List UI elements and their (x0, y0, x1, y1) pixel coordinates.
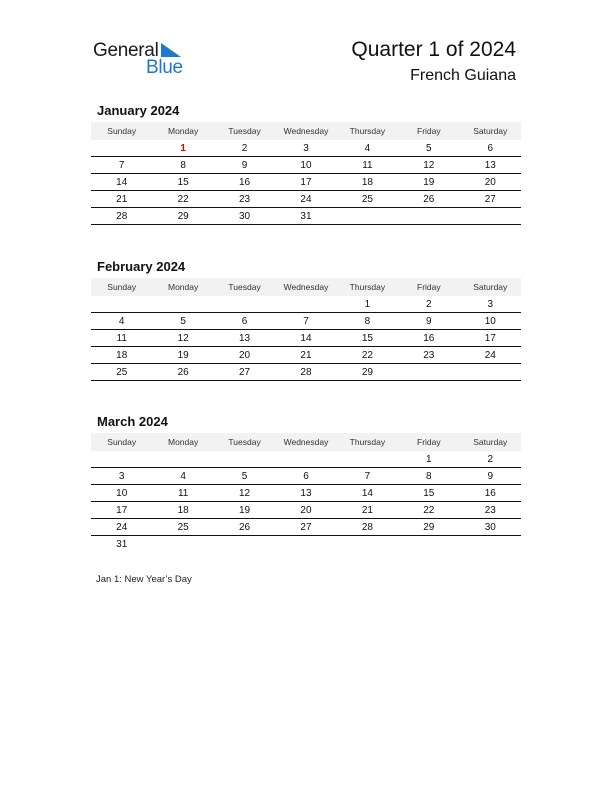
day-cell: 10 (91, 485, 152, 502)
week-row (91, 191, 521, 208)
day-cell: 18 (152, 502, 213, 519)
day-cell: 12 (152, 330, 213, 347)
day-cell: 24 (275, 191, 336, 208)
page-title: Quarter 1 of 2024 (351, 38, 516, 61)
day-cell: 7 (337, 468, 398, 485)
weekday-header: Saturday (460, 122, 521, 140)
empty-day-cell (91, 451, 152, 468)
weekday-header: Monday (152, 122, 213, 140)
empty-day-cell (152, 296, 213, 313)
week-row (91, 296, 521, 313)
weekday-header: Friday (398, 433, 459, 451)
day-cell: 6 (460, 140, 521, 157)
day-cell: 4 (91, 313, 152, 330)
empty-day-cell (398, 364, 459, 381)
day-cell: 2 (398, 296, 459, 313)
empty-day-cell (91, 296, 152, 313)
week-row (91, 140, 521, 157)
week-row (91, 485, 521, 502)
day-cell: 27 (460, 191, 521, 208)
day-cell: 10 (460, 313, 521, 330)
day-cell: 6 (275, 468, 336, 485)
day-cell: 24 (91, 519, 152, 536)
day-cell: 15 (398, 485, 459, 502)
weekday-header: Wednesday (275, 122, 336, 140)
day-cell: 20 (275, 502, 336, 519)
day-cell: 14 (275, 330, 336, 347)
month-title: February 2024 (97, 259, 186, 274)
day-cell: 28 (337, 519, 398, 536)
day-cell: 14 (91, 174, 152, 191)
calendar-grid (91, 122, 521, 225)
weekday-header: Tuesday (214, 278, 275, 296)
day-cell: 13 (214, 330, 275, 347)
day-cell: 17 (275, 174, 336, 191)
day-cell: 12 (214, 485, 275, 502)
logo-word-general: General (93, 40, 159, 61)
calendar-grid (91, 433, 521, 552)
day-cell: 9 (214, 157, 275, 174)
day-cell: 11 (152, 485, 213, 502)
week-row (91, 313, 521, 330)
day-cell: 7 (91, 157, 152, 174)
day-cell: 25 (337, 191, 398, 208)
empty-day-cell (214, 536, 275, 553)
day-cell: 12 (398, 157, 459, 174)
day-cell: 5 (214, 468, 275, 485)
holiday-note: Jan 1: New Year’s Day (96, 574, 192, 585)
day-cell: 9 (460, 468, 521, 485)
day-cell: 31 (275, 208, 336, 225)
day-cell: 18 (337, 174, 398, 191)
week-row (91, 208, 521, 225)
day-cell: 2 (460, 451, 521, 468)
day-cell: 26 (398, 191, 459, 208)
weekday-header: Monday (152, 433, 213, 451)
weekday-header: Saturday (460, 278, 521, 296)
day-cell: 15 (152, 174, 213, 191)
day-cell: 15 (337, 330, 398, 347)
day-cell: 19 (398, 174, 459, 191)
day-cell: 29 (337, 364, 398, 381)
weekday-header: Thursday (337, 433, 398, 451)
month-calendar-february (91, 259, 521, 381)
week-row (91, 536, 521, 553)
logo-word-blue: Blue (146, 57, 183, 78)
day-cell: 1 (398, 451, 459, 468)
month-title: January 2024 (97, 103, 180, 118)
day-cell: 19 (152, 347, 213, 364)
month-title: March 2024 (97, 414, 168, 429)
week-row (91, 174, 521, 191)
week-row (91, 519, 521, 536)
day-cell: 30 (460, 519, 521, 536)
day-cell: 8 (398, 468, 459, 485)
empty-day-cell (275, 451, 336, 468)
empty-day-cell (398, 208, 459, 225)
empty-day-cell (460, 364, 521, 381)
day-cell: 3 (460, 296, 521, 313)
week-row (91, 468, 521, 485)
day-cell: 27 (214, 364, 275, 381)
day-cell: 16 (214, 174, 275, 191)
weekday-header-row (91, 278, 521, 296)
empty-day-cell (337, 536, 398, 553)
day-cell: 11 (91, 330, 152, 347)
weekday-header: Saturday (460, 433, 521, 451)
day-cell: 21 (91, 191, 152, 208)
day-cell: 22 (337, 347, 398, 364)
week-row (91, 502, 521, 519)
day-cell: 4 (337, 140, 398, 157)
day-cell: 27 (275, 519, 336, 536)
day-cell: 22 (398, 502, 459, 519)
day-cell: 11 (337, 157, 398, 174)
logo (93, 40, 193, 80)
day-cell: 28 (275, 364, 336, 381)
day-cell: 16 (398, 330, 459, 347)
empty-day-cell (337, 451, 398, 468)
day-cell: 20 (460, 174, 521, 191)
weekday-header: Sunday (91, 122, 152, 140)
day-cell: 21 (275, 347, 336, 364)
day-cell: 24 (460, 347, 521, 364)
weekday-header: Tuesday (214, 433, 275, 451)
empty-day-cell (460, 208, 521, 225)
day-cell: 3 (275, 140, 336, 157)
day-cell: 10 (275, 157, 336, 174)
empty-day-cell (460, 536, 521, 553)
day-cell: 21 (337, 502, 398, 519)
empty-day-cell (214, 451, 275, 468)
month-calendar-january (91, 103, 521, 225)
weekday-header-row (91, 122, 521, 140)
day-cell: 17 (460, 330, 521, 347)
day-cell: 8 (152, 157, 213, 174)
empty-day-cell (398, 536, 459, 553)
weekday-header: Friday (398, 278, 459, 296)
day-cell: 18 (91, 347, 152, 364)
day-cell: 13 (275, 485, 336, 502)
weekday-header: Wednesday (275, 278, 336, 296)
day-cell: 8 (337, 313, 398, 330)
weekday-header: Monday (152, 278, 213, 296)
day-cell: 3 (91, 468, 152, 485)
day-cell: 14 (337, 485, 398, 502)
empty-day-cell (275, 296, 336, 313)
day-cell: 23 (214, 191, 275, 208)
week-row (91, 157, 521, 174)
empty-day-cell (214, 296, 275, 313)
week-row (91, 451, 521, 468)
day-cell: 23 (398, 347, 459, 364)
day-cell: 19 (214, 502, 275, 519)
calendar-grid (91, 278, 521, 381)
day-cell: 31 (116, 538, 128, 550)
day-cell: 5 (152, 313, 213, 330)
weekday-header: Thursday (337, 122, 398, 140)
week-row (91, 347, 521, 364)
day-cell: 13 (460, 157, 521, 174)
day-cell: 26 (214, 519, 275, 536)
day-cell: 26 (152, 364, 213, 381)
day-cell: 6 (214, 313, 275, 330)
day-cell: 16 (460, 485, 521, 502)
week-row (91, 364, 521, 381)
day-cell: 7 (275, 313, 336, 330)
empty-day-cell (152, 451, 213, 468)
day-cell: 28 (91, 208, 152, 225)
day-cell: 29 (152, 208, 213, 225)
day-cell: 4 (152, 468, 213, 485)
day-cell: 9 (398, 313, 459, 330)
day-cell: 29 (398, 519, 459, 536)
day-cell: 30 (214, 208, 275, 225)
day-cell: 25 (91, 364, 152, 381)
day-cell: 2 (214, 140, 275, 157)
month-calendar-march (91, 414, 521, 552)
empty-day-cell (91, 140, 152, 157)
day-cell: 17 (91, 502, 152, 519)
day-cell: 1 (337, 296, 398, 313)
day-cell: 23 (460, 502, 521, 519)
week-row (91, 330, 521, 347)
day-cell: 20 (214, 347, 275, 364)
day-cell: 25 (152, 519, 213, 536)
weekday-header: Sunday (91, 278, 152, 296)
region-name: French Guiana (410, 67, 516, 84)
empty-day-cell (152, 536, 213, 553)
empty-day-cell (337, 208, 398, 225)
empty-day-cell (275, 536, 336, 553)
weekday-header: Tuesday (214, 122, 275, 140)
weekday-header: Friday (398, 122, 459, 140)
day-cell: 5 (398, 140, 459, 157)
weekday-header: Thursday (337, 278, 398, 296)
weekday-header: Wednesday (275, 433, 336, 451)
logo-triangle-icon (161, 43, 181, 57)
holiday-day-cell: 1 (152, 140, 213, 157)
day-cell: 22 (152, 191, 213, 208)
weekday-header-row (91, 433, 521, 451)
weekday-header: Sunday (91, 433, 152, 451)
